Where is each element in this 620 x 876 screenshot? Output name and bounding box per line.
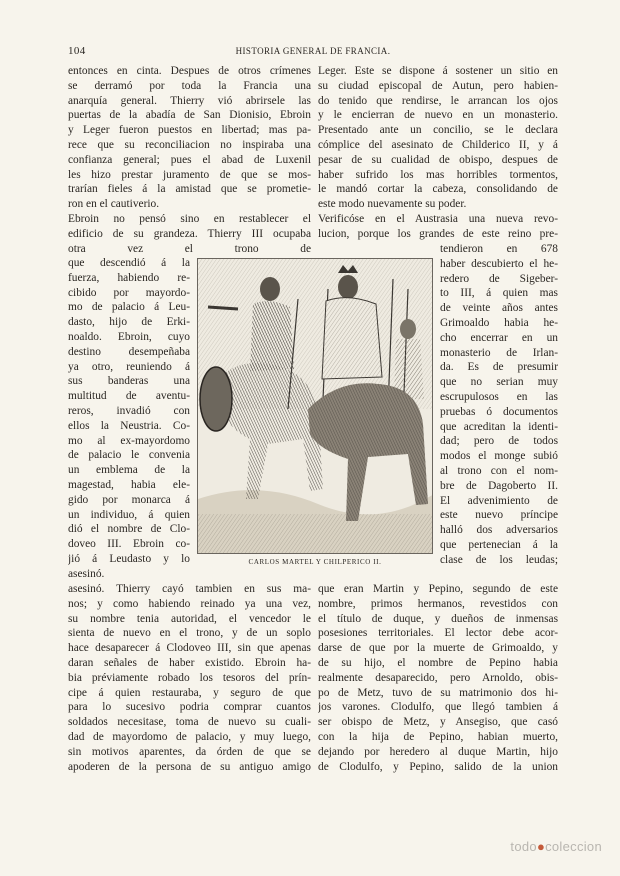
text-line: doveo III. Ebroin co-	[68, 538, 190, 551]
text-line: sin motivos aparentes, da órden de que se	[68, 745, 311, 758]
text-line: do tenido que rendirse, le arrancan los ojos	[318, 94, 558, 107]
watermark-dot: ●	[536, 839, 546, 854]
text-line: Ebroin no pensó sino en restablecer el	[68, 212, 311, 225]
text-line: multitud de aventu-	[68, 390, 190, 403]
page-header	[68, 45, 558, 61]
right-column-bottom	[318, 582, 558, 774]
text-line: jos varones. Clodulfo, que llegó tambien á	[318, 701, 558, 714]
running-title: HISTORIA GENERAL DE FRANCIA.	[235, 46, 391, 56]
text-line: ron en el cautiverio.	[68, 198, 160, 211]
text-line: cho encerrar en un	[440, 331, 558, 344]
right-column-narrow	[440, 242, 558, 568]
page-number: 104	[68, 45, 86, 57]
text-line: otra vez el trono de	[68, 242, 311, 255]
text-line: modos el monge subió	[440, 450, 558, 463]
left-column-narrow	[68, 256, 190, 582]
text-line: confianza general; pues el abad de Luxenil	[68, 153, 311, 166]
text-line: se derramó por toda la Francia una	[68, 79, 311, 92]
text-line: sus banderas una	[68, 375, 190, 388]
text-line: que descendió á la	[68, 257, 190, 269]
text-line: dad; pero de todos	[440, 435, 558, 448]
text-line: con la hija de Pepino, habian muerto,	[318, 730, 558, 743]
text-line: to III, á quien mas	[440, 287, 558, 300]
text-line: pruebas ó documentos	[440, 405, 558, 418]
text-line: dasto, hijo de Erki-	[68, 316, 190, 329]
text-line: Presentado ante un concilio, se le declara	[318, 124, 558, 137]
left-column-top	[68, 64, 311, 256]
text-line: realmente desaparecido, pero Arnoldo, obis-	[318, 671, 558, 684]
text-line: para lo sucesivo podria comprar cuantos	[68, 701, 311, 714]
text-line: dió el nombre de Clo-	[68, 523, 190, 536]
text-line: su nombre tenia autoridad, el vencedor le	[68, 612, 311, 625]
text-line: Grimoaldo habia he-	[440, 316, 558, 329]
text-line: asesinó. Thierry cayó tambien en sus ma-	[68, 583, 311, 595]
text-line: pesar de su cualidad de obispo, despues de	[318, 153, 558, 166]
text-line: edificio de su grandeza. Thierry III ocupaba	[68, 227, 311, 240]
text-line: que eran Martin y Pepino, segundo de este	[318, 583, 558, 595]
text-line: rece que su reconciliacion no inspiraba una	[68, 138, 311, 151]
text-line: les hizo prestar juramento de que se mos-	[68, 168, 311, 181]
text-line: le mandó cortar la cabeza, consolidando de	[318, 183, 558, 196]
text-line: destino desempeñaba	[68, 345, 190, 358]
text-line: ser obispo de Metz, y Ansegiso, que casó	[318, 716, 558, 729]
text-line: dejando por heredero al duque Martin, hijo	[318, 745, 558, 758]
text-line: y le encierran de nuevo en un monasterio.	[318, 109, 558, 122]
text-line: y Leger fueron puestos en libertad; mas pa-	[68, 124, 311, 137]
figure-caption: CARLOS MARTEL Y CHILPERICO II.	[248, 558, 382, 566]
text-line: cómplice del asesinato de Childerico II, y á	[318, 138, 558, 151]
text-line: clase de los leudas;	[440, 553, 558, 566]
text-line: de Clodulfo, y Pepino, salido de la union	[318, 760, 558, 773]
text-line: tendieron en 678	[440, 243, 558, 255]
text-line: posesiones territoriales. El lector debe acor-	[318, 627, 558, 640]
text-line: al trono con el nom-	[440, 464, 558, 477]
left-column-bottom	[68, 582, 311, 774]
text-line: de su hijo, el nombre de Pepino habia	[318, 656, 558, 669]
text-line: un individuo, á quien	[68, 508, 190, 521]
text-line: el título de duque, y dueños de inmensas	[318, 612, 558, 625]
text-line: El advenimiento de	[440, 494, 558, 507]
text-line: trarían fieles á la amistad que se prometie-	[68, 183, 311, 196]
watermark-suffix: coleccion	[545, 839, 602, 854]
text-line: anarquía general. Thierry vió abrirsele las	[68, 94, 311, 107]
horsemen-engraving	[198, 259, 433, 554]
text-line: da. Es de presumir	[440, 361, 558, 374]
text-line: redero de Sigeber-	[440, 272, 558, 285]
text-line: dad de mayordomo de palacio, y muy luego,	[68, 730, 311, 743]
text-line: asesinó.	[68, 567, 105, 580]
text-line: Leger. Este se dispone á sostener un sitio en	[318, 65, 558, 77]
text-line: un emblema de la	[68, 464, 190, 477]
text-line: gido por monarca á	[68, 493, 190, 506]
text-line: po de Metz, tuvo de su matrimonio dos hi-	[318, 686, 558, 699]
text-line: lucion, porque los grandes de este reino pre-	[318, 227, 558, 240]
text-line: monasterio de Irlan-	[440, 346, 558, 359]
text-line: magestad, habia ele-	[68, 478, 190, 491]
text-line: de palacio le convenia	[68, 449, 190, 462]
text-line: entonces en cinta. Despues de otros crímenes	[68, 65, 311, 77]
text-line: que acreditan la identi-	[440, 420, 558, 433]
text-line: Verificóse en el Austrasia una nueva revo-	[318, 212, 558, 225]
text-line: sienta de nuevo en el trono, y de un soplo	[68, 627, 311, 640]
text-line: nombre, primos hermanos, revestidos con	[318, 597, 558, 610]
text-line: reros, invadió con	[68, 404, 190, 417]
text-line: que no serian muy	[440, 376, 558, 389]
text-line: que pertenecian á la	[440, 538, 558, 551]
figure	[197, 258, 433, 570]
text-line: halló dos adversarios	[440, 524, 558, 537]
right-column-top	[318, 64, 558, 242]
text-line: apoderen de la persona de su antiguo amigo	[68, 760, 311, 773]
text-line: mo de palacio á Leu-	[68, 301, 190, 314]
text-line: noaldo. Ebroin, cuyo	[68, 330, 190, 343]
text-line: este modo nuevamente su poder.	[318, 198, 467, 211]
text-line: soldados necesitase, toma de nuevo su cuali-	[68, 716, 311, 729]
text-line: cipe á quien restauraba, y seguro de que	[68, 686, 311, 699]
text-line: de veinte años antes	[440, 302, 558, 315]
text-line: puertas de la abadía de San Dionisio, Ebroin	[68, 109, 311, 122]
text-line: este nuevo príncipe	[440, 509, 558, 522]
text-line: ya otro, reuniendo á	[68, 360, 190, 373]
text-line: ellos la Neustria. Co-	[68, 419, 190, 432]
text-line: daran señales de haber existido. Ebroin ha-	[68, 656, 311, 669]
text-line: darse de que por la muerte de Grimoaldo, y	[318, 642, 558, 655]
text-line: nos; y como habiendo reinado ya una vez,	[68, 597, 311, 610]
text-line: bia préviamente robado los tesoros del prín-	[68, 671, 311, 684]
text-line: escrupulosos en las	[440, 390, 558, 403]
text-line: hace desaparecer á Clodoveo III, sin que apenas	[68, 642, 311, 655]
text-line: su ciudad episcopal de Autun, pero habien-	[318, 79, 558, 92]
text-line: haber sufrido los mas horribles tormentos,	[318, 168, 558, 181]
text-line: fuerza, habiendo re-	[68, 271, 190, 284]
watermark-prefix: todo	[510, 839, 537, 854]
engraving-illustration	[197, 258, 433, 554]
text-line: bre de Dagoberto II.	[440, 479, 558, 492]
text-line: haber descubierto el he-	[440, 257, 558, 270]
text-line: jió á Leudasto y lo	[68, 552, 190, 565]
text-line: cibido por mayordo-	[68, 286, 190, 299]
text-line: mo al ex-mayordomo	[68, 434, 190, 447]
watermark	[510, 839, 602, 854]
